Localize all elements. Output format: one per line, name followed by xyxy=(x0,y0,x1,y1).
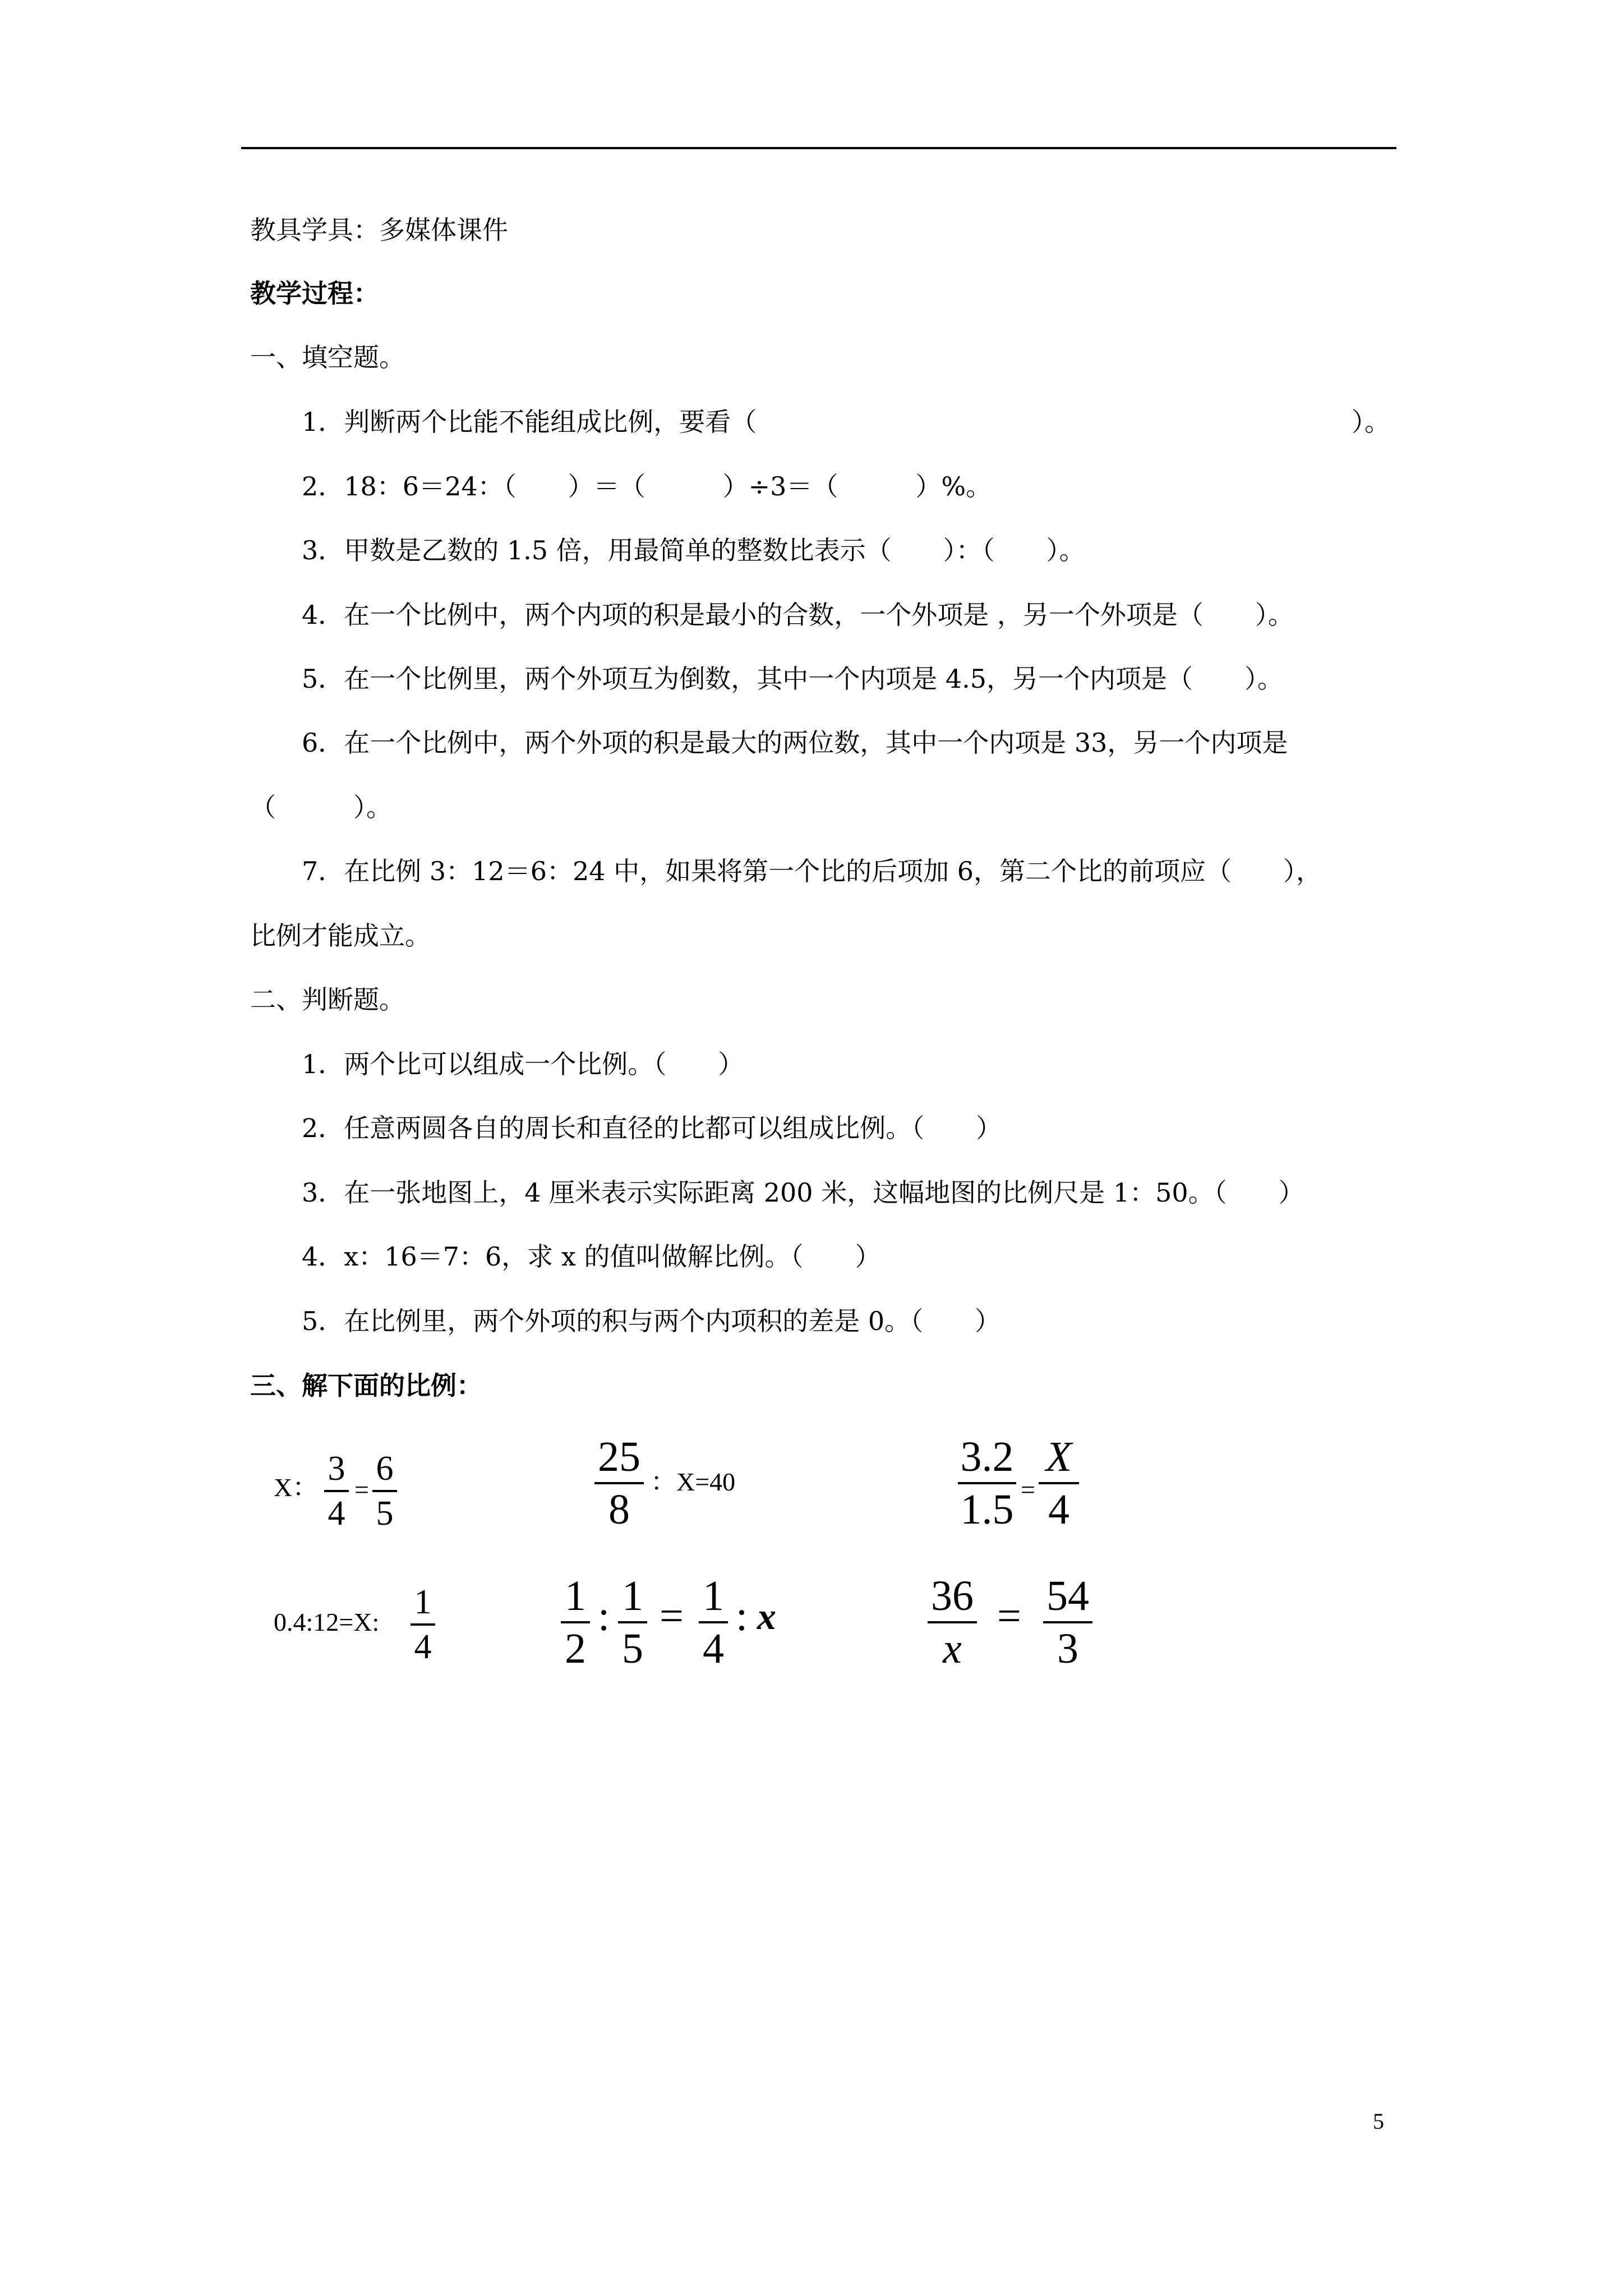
p4-numerator: 1 xyxy=(414,1583,432,1621)
p3-fraction-a xyxy=(958,1432,1016,1535)
fill-q7-line2: 比例才能成立。 xyxy=(250,921,431,951)
p5-colon-2: : xyxy=(736,1593,748,1640)
p5-fraction-a xyxy=(561,1571,590,1674)
p2-denominator: 8 xyxy=(608,1486,630,1533)
teaching-tools-line: 教具学具：多媒体课件 xyxy=(250,215,508,245)
p5-a-denominator: 2 xyxy=(565,1625,586,1672)
judge-q1: 1．两个比可以组成一个比例。（ ） xyxy=(302,1049,744,1079)
p1-a-denominator: 4 xyxy=(328,1494,345,1533)
p2-suffix: ：X=40 xyxy=(651,1467,736,1496)
p3-a-denominator: 1.5 xyxy=(960,1486,1014,1533)
section-1-title: 一、填空题。 xyxy=(250,342,405,372)
p5-equals: = xyxy=(660,1593,684,1640)
p4-prefix: 0.4:12=X: xyxy=(274,1608,380,1636)
section-2-title: 二、判断题。 xyxy=(250,984,405,1015)
fill-q5: 5．在一个比例里，两个外项互为倒数，其中一个内项是 4.5，另一个内项是（ ）。 xyxy=(302,664,1284,694)
p6-fraction-b xyxy=(1043,1571,1092,1674)
p5-b-denominator: 5 xyxy=(622,1625,643,1672)
p5-variable: x xyxy=(757,1595,776,1637)
fill-q6-line2: （ ）。 xyxy=(250,792,392,822)
judge-q4: 4．x：16＝7：6，求 x 的值叫做解比例。（ ） xyxy=(302,1241,881,1272)
p3-b-numerator: X xyxy=(1045,1433,1072,1480)
p6-fraction-a xyxy=(928,1571,977,1674)
judge-q3: 3．在一张地图上，4 厘米表示实际距离 200 米，这幅地图的比例尺是 1：50。（ ） xyxy=(302,1177,1304,1208)
p1-fraction-a xyxy=(324,1447,349,1535)
p2-numerator: 25 xyxy=(598,1433,640,1480)
p6-b-numerator: 54 xyxy=(1046,1572,1089,1619)
p3-fraction-b xyxy=(1039,1432,1079,1535)
p4-denominator: 4 xyxy=(414,1628,432,1666)
p4-fraction xyxy=(411,1581,435,1668)
page-number: 5 xyxy=(1373,2109,1384,2134)
judge-q5: 5．在比例里，两个外项的积与两个内项积的差是 0。（ ） xyxy=(302,1306,1001,1336)
fill-q6-line1: 6．在一个比例中，两个外项的积是最大的两位数，其中一个内项是 33，另一个内项是 xyxy=(302,728,1288,758)
p6-b-denominator: 3 xyxy=(1057,1625,1078,1672)
p5-c-numerator: 1 xyxy=(703,1572,724,1619)
header-rule xyxy=(241,147,1396,149)
p5-fraction-b xyxy=(618,1571,647,1674)
p3-equals: = xyxy=(1021,1475,1035,1504)
p5-b-numerator: 1 xyxy=(622,1572,643,1619)
p5-c-denominator: 4 xyxy=(703,1625,724,1672)
fill-q7-line1: 7．在比例 3：12＝6：24 中，如果将第一个比的后项加 6，第二个比的前项应（ ）， xyxy=(302,856,1322,886)
fill-q3: 3．甲数是乙数的 1.5 倍，用最简单的整数比表示（ ）：（ ）。 xyxy=(302,535,1085,565)
p6-equals: = xyxy=(997,1593,1021,1640)
p2-fraction xyxy=(594,1432,644,1535)
teaching-process-heading: 教学过程： xyxy=(250,278,379,309)
p1-fraction-b xyxy=(372,1447,397,1535)
fill-q1-end: ）。 xyxy=(1352,407,1390,437)
section-3-title: 三、解下面的比例： xyxy=(250,1370,482,1401)
judge-q2: 2．任意两圆各自的周长和直径的比都可以组成比例。（ ） xyxy=(302,1113,1002,1143)
p1-prefix: X： xyxy=(274,1473,319,1502)
p5-fraction-c xyxy=(699,1571,728,1674)
fill-q4: 4．在一个比例中，两个内项的积是最小的合数，一个外项是 ，另一个外项是（ ）。 xyxy=(302,600,1294,630)
p3-b-denominator: 4 xyxy=(1048,1486,1069,1533)
p3-a-numerator: 3.2 xyxy=(960,1433,1014,1480)
p6-a-numerator: 36 xyxy=(931,1572,974,1619)
p1-b-denominator: 5 xyxy=(376,1494,394,1533)
p1-b-numerator: 6 xyxy=(376,1450,394,1488)
fill-q2: 2．18：6＝24：（ ）＝（ ）÷3＝（ ）%。 xyxy=(302,471,992,501)
p5-colon-1: : xyxy=(598,1593,610,1640)
p1-equals: = xyxy=(354,1475,369,1504)
fill-q1: 1．判断两个比能不能组成比例，要看（ xyxy=(302,407,757,437)
p1-a-numerator: 3 xyxy=(328,1450,345,1488)
p5-a-numerator: 1 xyxy=(565,1572,586,1619)
p6-a-denominator: x xyxy=(943,1625,962,1672)
